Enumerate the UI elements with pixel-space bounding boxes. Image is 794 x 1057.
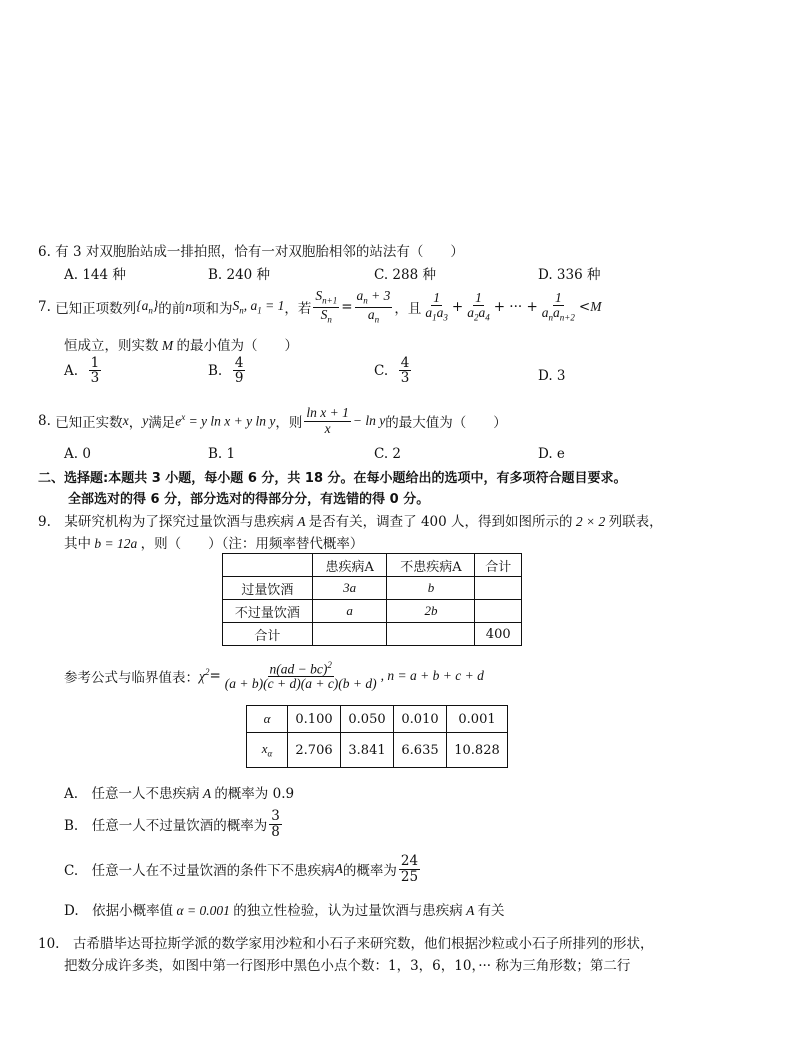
q9-option-b: B. 任意一人不过量饮酒的概率为 $\frac{3}{8}$ <box>64 808 280 840</box>
q8-option-c: C. 2 <box>374 446 402 462</box>
q7-option-c: C. $\frac{4}{3}$ <box>374 355 410 387</box>
chi-square-fraction: $\frac{n(ad - bc)^2}{(a + b)(c + d)(a + c)(b + d)}$ <box>224 659 377 692</box>
q8-fraction: $\frac{\text{ln x + 1}}{x}$ <box>306 405 349 436</box>
q7-sum-term-n: $\frac{1}{a_na_{n+2}}$ <box>541 289 575 323</box>
section2-instructions: 全部选对的得 6 分，部分选对的得部分分，有选错的得 0 分。 <box>68 492 430 507</box>
q10-stem-line2: 把数分成许多类，如图中第一行图形中黑色小点个数：1，3，6，10，··· 称为三角形数；第二行 <box>64 958 631 974</box>
q7-stem: 7. 已知正项数列 $\{a_n\}$ 的前 n 项和为 $S_n$, $a_1 = 1$ ，若 $\frac{S_{n+1}}{S_n}$ = $\frac{a_n + 3}{a_n}$ ，且 $\frac{1}{a_1a_3}$ + $\frac{1}{a_2a_4}$ + ··· + $\frac{1}{a_na_{n+2}}$ < M <box>38 288 602 325</box>
q8-option-d: D. e <box>538 446 565 462</box>
table-row: 合计 400 <box>223 623 522 646</box>
q6-option-a: A. 144 种 <box>64 267 126 283</box>
q6-option-d: D. 336 种 <box>538 267 601 283</box>
contingency-table <box>222 553 522 646</box>
q6-option-c: C. 288 种 <box>374 267 436 283</box>
q8-option-a: A. 0 <box>64 446 91 462</box>
q7-sum-term-2: $\frac{1}{a_2a_4}$ <box>467 289 490 323</box>
table-row: 不过量饮酒 a 2b <box>223 600 522 623</box>
q6-stem: 6. 有 3 对双胞胎站成一排拍照，恰有一对双胞胎相邻的站法有（ ） <box>38 244 464 260</box>
q7-ratio-fraction: $\frac{S_{n+1}}{S_n}$ <box>315 288 338 325</box>
q9-stem-line2: 其中 b = 12a ，则（ ）（注：用频率替代概率） <box>64 536 364 552</box>
q9-option-d: D. 依据小概率值 α = 0.001 的独立性检验，认为过量饮酒与患疾病 A 有关 <box>64 903 505 919</box>
q10-stem-line1: 10. 古希腊毕达哥拉斯学派的数学家用沙粒和小石子来研究数，他们根据沙粒或小石子所排列的形状， <box>38 936 654 952</box>
table-row: α 0.100 0.050 0.010 0.001 <box>247 706 508 733</box>
q7-option-b: B. $\frac{4}{9}$ <box>208 355 244 387</box>
q6-option-b: B. 240 种 <box>208 267 271 283</box>
table-row: 患疾病A 不患疾病A 合计 <box>223 554 522 577</box>
q7-option-a: A. $\frac{1}{3}$ <box>64 355 100 387</box>
table-row: 过量饮酒 3a b <box>223 577 522 600</box>
critical-value-table <box>246 705 508 768</box>
q9-option-a: A. 任意一人不患疾病 A 的概率为 0.9 <box>64 786 295 802</box>
q9-stem-line1: 9. 某研究机构为了探究过量饮酒与患疾病 A 是否有关，调查了 400 人，得到如图所示的 2 × 2 列联表， <box>38 514 663 530</box>
table-row: $x_\alpha$ 2.706 3.841 6.635 10.828 <box>247 733 508 768</box>
q7-recurrence-fraction: $\frac{a_n + 3}{a_n}$ <box>356 288 391 325</box>
q8-stem: 8. 已知正实数 x ， y 满足 $e^x = y$ ln x + y ln y ，则 $\frac{\text{ln x + 1}}{x}$ − ln y 的最大值为（ ） <box>38 405 507 436</box>
q7-line2: 恒成立，则实数 M 的最小值为（ ） <box>64 338 298 354</box>
q7-option-d: D. 3 <box>538 368 566 384</box>
section2-heading: 二、选择题:本题共 3 小题，每小题 6 分，共 18 分。在每小题给出的选项中，有多项符合题目要求。 <box>38 471 627 486</box>
q9-option-c: C. 任意一人在不过量饮酒的条件下不患疾病 A 的概率为 $\frac{24}{25}$ <box>64 853 419 885</box>
q8-option-b: B. 1 <box>208 446 236 462</box>
q7-sum-term-1: $\frac{1}{a_1a_3}$ <box>425 289 448 323</box>
q9-formula: 参考公式与临界值表： $\chi^2$ = $\frac{n(ad - bc)^2}{(a + b)(c + d)(a + c)(b + d)}$ , n = a + b + c + d <box>64 659 484 692</box>
